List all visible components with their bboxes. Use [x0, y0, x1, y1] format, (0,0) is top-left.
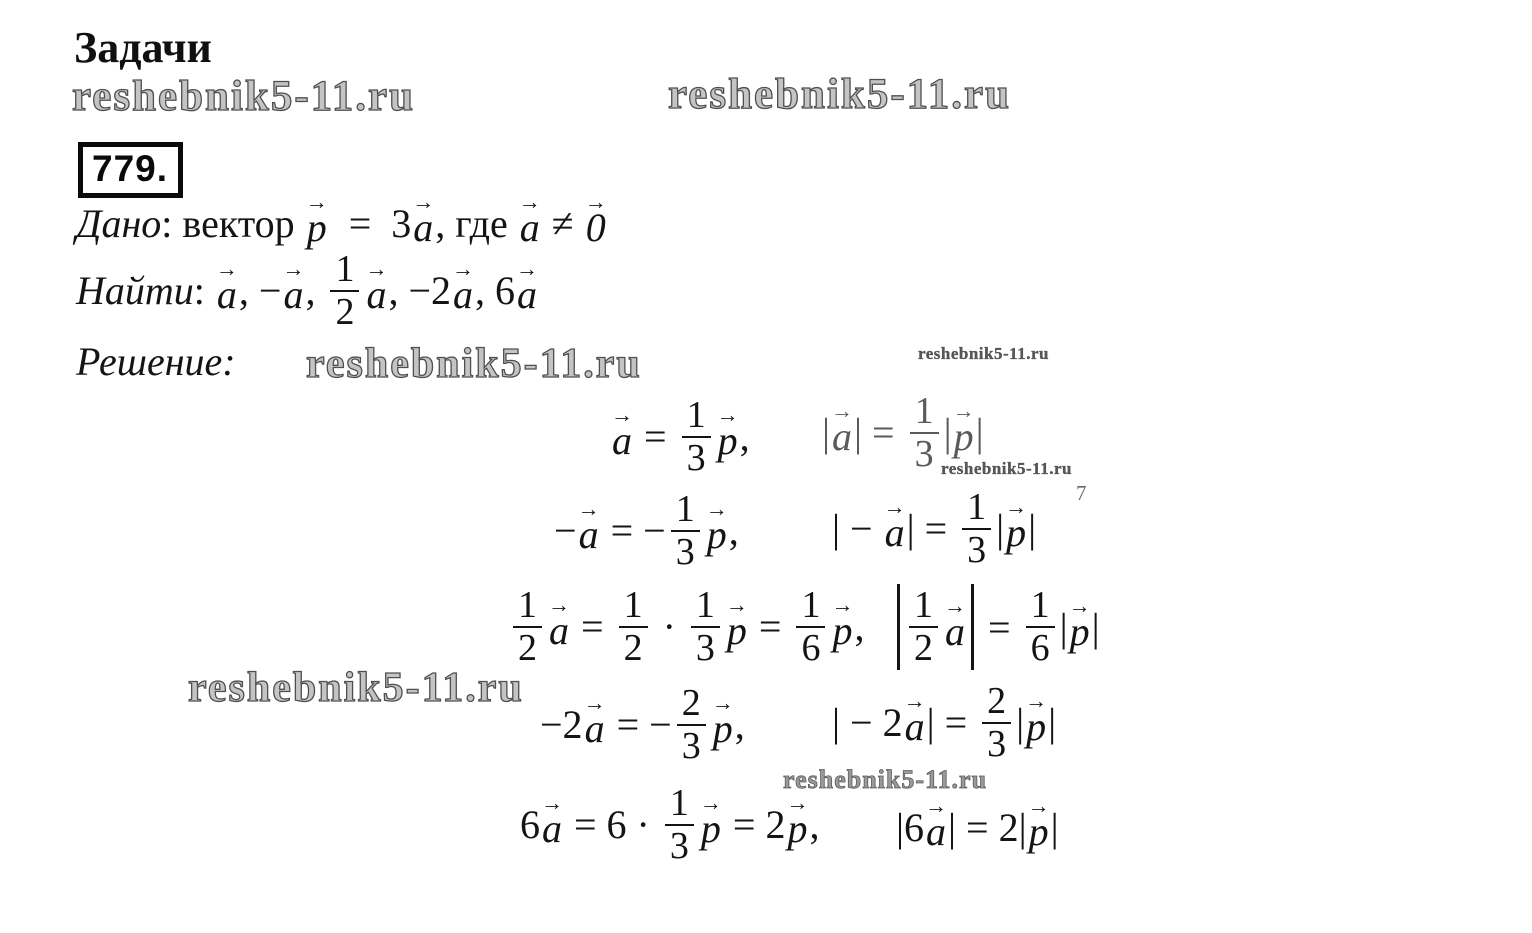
math-token: , где: [435, 201, 518, 246]
math-token: −: [554, 508, 577, 554]
math-token: −2: [540, 702, 583, 748]
watermark: reshebnik5-11.ru: [188, 665, 524, 711]
vector-symbol: → p: [305, 204, 329, 251]
math-token: = 2: [722, 802, 786, 848]
math-token: = 3: [328, 201, 412, 246]
math-token: |: [822, 410, 831, 456]
equation-a-magnitude: [822, 392, 984, 474]
vector-symbol: → p: [1004, 509, 1028, 556]
math-token: , −2: [388, 268, 452, 314]
page-title: Задачи: [74, 23, 212, 72]
find-line: [76, 250, 539, 332]
vector-symbol: → p: [725, 607, 749, 654]
vector-symbol: → a: [577, 511, 601, 558]
math-token: $\frac{1}{3}$: [962, 488, 991, 570]
vector-symbol: → a: [518, 204, 542, 251]
equation-neg-2a-magnitude: [832, 682, 1056, 764]
vector-symbol: → a: [830, 413, 854, 460]
math-token: |: [1091, 604, 1100, 650]
equation-6a: [520, 784, 819, 866]
vector-symbol: → a: [411, 204, 435, 251]
watermark: reshebnik5-11.ru: [72, 73, 416, 120]
math-token: ,: [305, 268, 326, 314]
math-token: ·: [652, 604, 686, 650]
watermark: reshebnik5-11.ru: [941, 459, 1072, 478]
vector-symbol: → a: [924, 808, 948, 855]
equation-half-a: [508, 586, 864, 668]
math-token: |6: [896, 805, 925, 850]
watermark: reshebnik5-11.ru: [306, 341, 642, 387]
vector-symbol: → p: [699, 805, 723, 852]
vector-symbol: → a: [943, 608, 967, 655]
math-token: =: [748, 604, 792, 650]
math-token: | =: [926, 700, 978, 746]
math-token: $\frac{1}{2}$: [330, 250, 359, 332]
solution-label: [76, 338, 236, 385]
math-token: $\frac{1}{3}$: [671, 490, 700, 572]
vector-symbol: → p: [705, 511, 729, 558]
math-token: $\frac{1}{3}$: [691, 586, 720, 668]
vector-symbol: → p: [952, 413, 976, 460]
math-token: |: [1016, 700, 1025, 746]
vector-symbol: → a: [610, 417, 634, 464]
math-token: = −: [606, 702, 672, 748]
vector-symbol: → a: [583, 705, 607, 752]
math-token: 6: [520, 802, 540, 848]
vector-symbol: → a: [883, 509, 907, 556]
watermark: reshebnik5-11.ru: [783, 765, 988, 794]
math-token: |: [996, 506, 1005, 552]
math-token: ,: [739, 414, 750, 460]
math-token: |: [1028, 506, 1037, 552]
math-token: $\frac{1}{2}$: [909, 586, 938, 668]
vector-symbol: → a: [515, 271, 539, 318]
solution-label-text: Решение:: [76, 339, 236, 384]
vector-symbol: → p: [785, 805, 809, 852]
math-token: ,: [728, 508, 739, 554]
math-token: |: [1050, 805, 1059, 850]
math-token: =: [634, 414, 677, 460]
math-token: |: [943, 410, 952, 456]
equation-a-definition: [610, 396, 750, 478]
equation-6a-magnitude: [896, 800, 1059, 855]
math-token: :: [193, 268, 215, 314]
vector-symbol: → a: [451, 271, 475, 318]
vector-symbol: → a: [364, 271, 388, 318]
math-token: ,: [854, 604, 865, 650]
vector-symbol: → 0: [584, 204, 608, 251]
vector-symbol: → a: [540, 805, 564, 852]
math-token: =: [571, 604, 614, 650]
math-token: = 6 ·: [564, 802, 660, 848]
vector-symbol: → p: [1068, 608, 1092, 655]
math-token: , 6: [475, 268, 516, 314]
math-token: $\frac{2}{3}$: [982, 682, 1011, 764]
equation-half-a-magnitude: [893, 584, 1100, 670]
math-token: ≠: [541, 201, 584, 246]
math-token: Дано: [76, 201, 162, 246]
math-token: | −: [832, 506, 883, 552]
math-token: $\frac{2}{3}$: [677, 684, 706, 766]
watermark: reshebnik5-11.ru: [668, 71, 1012, 118]
math-token: Найти: [76, 268, 194, 314]
math-token: $\frac{1}{3}$: [665, 784, 694, 866]
vector-symbol: → p: [711, 705, 735, 752]
vector-symbol: → a: [903, 703, 927, 750]
given-line: [76, 196, 608, 251]
watermark: reshebnik5-11.ru: [918, 344, 1049, 363]
math-token: $\frac{1}{2}$: [619, 586, 648, 668]
math-token: | − 2: [832, 700, 903, 746]
math-token: | =: [906, 506, 958, 552]
math-token: | =: [854, 410, 905, 456]
equation-neg-a: [554, 490, 739, 572]
vector-symbol: → p: [1024, 703, 1048, 750]
vector-symbol: → a: [215, 271, 239, 318]
vector-symbol: → p: [1027, 808, 1051, 855]
math-token: | = 2|: [948, 805, 1027, 850]
equation-neg-a-magnitude: [832, 488, 1036, 570]
vector-symbol: → a: [547, 607, 571, 654]
math-token: $\frac{1}{6}$: [796, 586, 825, 668]
scan-artifact: 7: [1076, 481, 1087, 505]
math-token: |: [1059, 604, 1068, 650]
math-token: =: [978, 604, 1021, 650]
math-token: : вектор: [161, 201, 305, 246]
equation-neg-2a: [540, 684, 745, 766]
vector-symbol: → p: [716, 417, 740, 464]
math-token: ,: [809, 802, 820, 848]
math-token: [897, 584, 900, 670]
math-token: , −: [238, 268, 282, 314]
math-token: |: [975, 410, 984, 456]
math-token: $\frac{1}{3}$: [682, 396, 711, 478]
math-token: [971, 584, 974, 670]
math-token: = −: [600, 508, 666, 554]
math-token: $\frac{1}{6}$: [1026, 586, 1055, 668]
math-token: ,: [734, 702, 745, 748]
vector-symbol: → p: [830, 607, 854, 654]
vector-symbol: → a: [281, 271, 305, 318]
math-token: $\frac{1}{3}$: [910, 392, 939, 474]
problem-number: 779.: [78, 142, 183, 198]
math-token: |: [1048, 700, 1057, 746]
math-token: $\frac{1}{2}$: [513, 586, 542, 668]
